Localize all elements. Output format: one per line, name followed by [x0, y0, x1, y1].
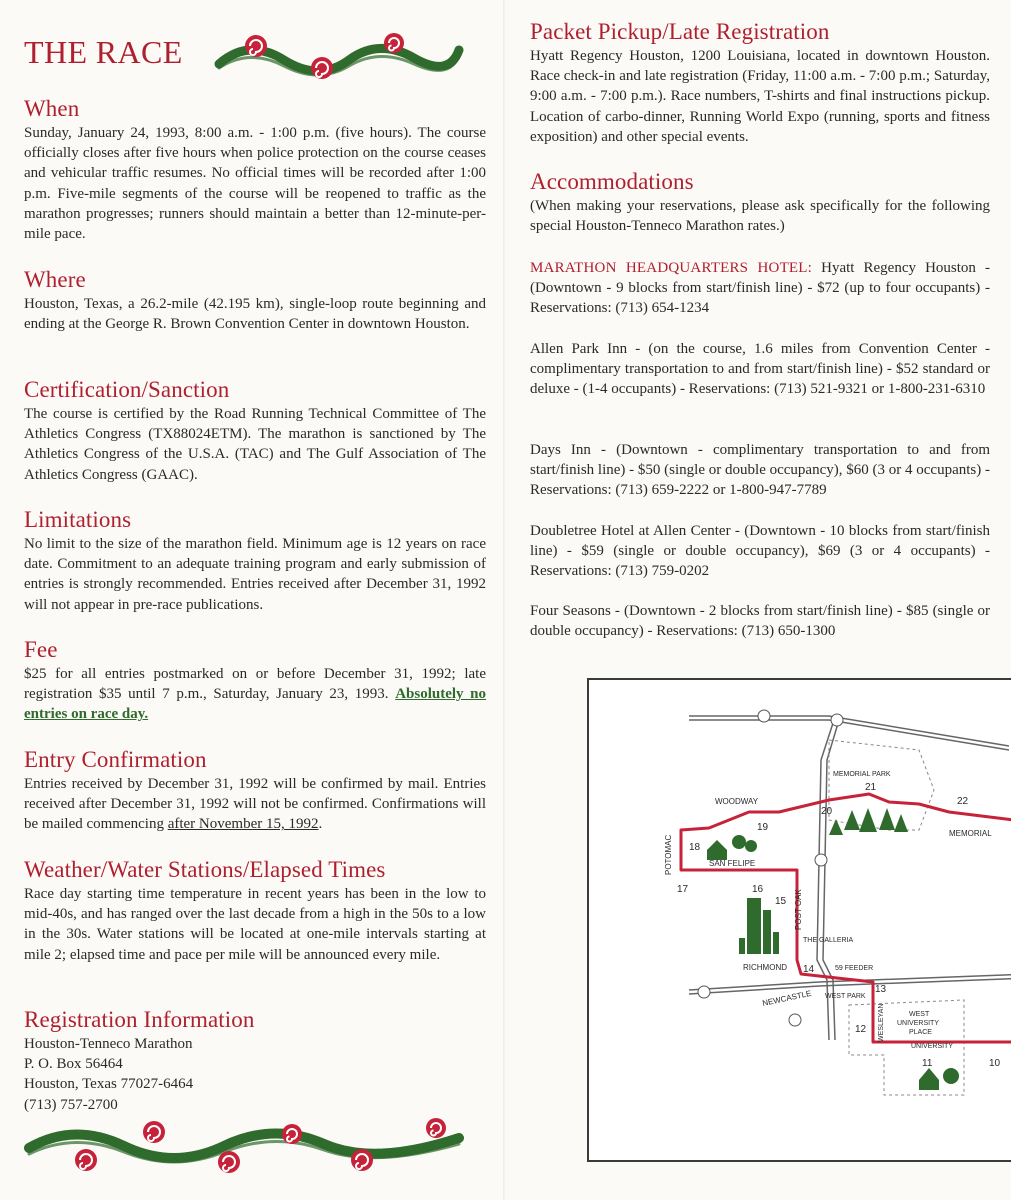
- accommodations-intro: (When making your reservations, please ask specifically for the following special Houston-Tenneco Marathon rates.): [530, 198, 990, 235]
- west-u-line-2: UNIVERSITY: [897, 1020, 940, 1027]
- hotel-text: Four Seasons - (Downtown - 2 blocks from start/finish line) - $85 (single or double occupancy) - Reservations: (713) 650-1300: [530, 603, 990, 640]
- street-wesleyan: WESLEYAN: [878, 1003, 885, 1042]
- mile-marker-21: 21: [865, 782, 877, 793]
- section-weather: [24, 856, 486, 965]
- when-heading: When: [24, 96, 80, 121]
- galleria-label: THE GALLERIA: [803, 937, 854, 944]
- section-where: [24, 266, 486, 334]
- certification-text: The course is certified by the Road Running Technical Committee of The Athletics Congress (TX88024ETM). The marathon is sanctioned by The Athletics Congress of the U.S.A. (TAC) and The Gulf Association of The Athletics Congress (GAAC).: [24, 406, 486, 483]
- street-university: UNIVERSITY: [911, 1043, 954, 1050]
- weather-text: Race day starting time temperature in recent years has been in the low to mid-40s, and has ranged over the last decade from a high in the 50s to a low in the 30s. Water stations will be located at one-mile intervals starting at mile 2; elapsed time and pace per mile will be announced every mile.: [24, 886, 486, 963]
- hotel-text: Days Inn - (Downtown - complimentary transportation to and from start/finish line) - $50 (single or double occupancy), $60 (3 or 4 occupants) - Reservations: (713) 659-2222 or 1-800-947-7789: [530, 442, 990, 499]
- street-newcastle: NEWCASTLE: [761, 988, 813, 1008]
- page-title: THE RACE: [24, 34, 183, 70]
- street-post-oak: POST OAK: [794, 889, 803, 930]
- weather-heading: Weather/Water Stations/Elapsed Times: [24, 857, 386, 882]
- house-icon: [707, 835, 757, 860]
- mile-marker-18: 18: [689, 842, 701, 853]
- where-text: Houston, Texas, a 26.2-mile (42.195 km), single-loop route beginning and ending at the George R. Brown Convention Center in downtown Houston.: [24, 296, 486, 333]
- street-memorial: MEMORIAL: [949, 829, 992, 838]
- park-memorial: MEMORIAL PARK: [833, 771, 891, 778]
- mile-marker-20: 20: [821, 806, 833, 817]
- street-san-felipe: SAN FELIPE: [709, 859, 756, 868]
- mile-marker-22: 22: [957, 796, 969, 807]
- entry-confirmation-date: after November 15, 1992: [167, 816, 319, 833]
- mile-marker-10: 10: [989, 1058, 1001, 1069]
- swirl-decoration-top: [214, 20, 464, 86]
- shield-icon: [815, 854, 827, 866]
- house-icon: [919, 1068, 959, 1090]
- limitations-heading: Limitations: [24, 507, 132, 532]
- entry-confirmation-body: Entries received by December 31, 1992 will be confirmed by mail. Entries received after December 31, 1992 will not be confirmed. Confirmations will be mailed commencing: [24, 776, 486, 833]
- street-potomac: POTOMAC: [664, 834, 673, 875]
- section-accommodations: [530, 168, 990, 236]
- fee-heading: Fee: [24, 637, 58, 662]
- section-registration: [24, 1006, 486, 1115]
- mile-marker-16: 16: [752, 884, 764, 895]
- highway-i10-edge: [689, 720, 1009, 750]
- hotel-four-seasons: [530, 601, 990, 641]
- highway-59: [689, 974, 1011, 990]
- course-map: [587, 678, 1011, 1162]
- building-icon: [739, 898, 779, 954]
- street-west-park: WEST PARK: [825, 993, 866, 1000]
- hotel-doubletree: [530, 521, 990, 582]
- street-richmond: RICHMOND: [743, 963, 787, 972]
- packet-pickup-text: Hyatt Regency Houston, 1200 Louisiana, located in downtown Houston. Race check-in and late registration (Friday, 11:00 a.m. - 7:00 p.m.; Saturday, 9:00 a.m. - 7:00 p.m.). Race numbers, T-shirts and final instructions pickup. Location of carbo-dinner, Running World Expo (running, sports and fitness exposition) and other special events.: [530, 48, 990, 145]
- hq-details: Hyatt Regency Houston - (Downtown - 9 blocks from start/finish line) - $72 (up to four occupants) - Reservations: (713) 654-1234: [530, 260, 991, 317]
- registration-line-1: Houston-Tenneco Marathon: [24, 1036, 193, 1052]
- fee-emphasis: Absolutely no entries on race day.: [24, 686, 487, 723]
- mile-marker-14: 14: [803, 964, 815, 975]
- course-map-drawing: [589, 680, 1011, 1160]
- mile-marker-17: 17: [677, 884, 689, 895]
- hotel-headquarters: [530, 258, 990, 319]
- highway-610: [817, 720, 834, 1040]
- entry-confirmation-heading: Entry Confirmation: [24, 747, 207, 772]
- section-fee: [24, 636, 486, 725]
- mile-marker-19: 19: [757, 822, 769, 833]
- highway-610-edge: [823, 720, 839, 1040]
- where-heading: Where: [24, 267, 86, 292]
- section-limitations: [24, 506, 486, 615]
- registration-line-2: P. O. Box 56464: [24, 1056, 123, 1073]
- page-fold: [503, 0, 505, 1200]
- mile-marker-15: 15: [775, 896, 787, 907]
- hotel-allen-park-inn: [530, 339, 990, 400]
- hotel-days-inn: [530, 440, 990, 501]
- west-u-line-3: PLACE: [909, 1029, 932, 1036]
- mile-marker-11: 11: [922, 1058, 933, 1069]
- west-u-line-1: WEST: [909, 1011, 930, 1018]
- hotel-text: Allen Park Inn - (on the course, 1.6 miles from Convention Center - complimentary transportation to and from start/finish line) - $52 standard or deluxe - (1-4 occupants) - Reservations: (713) 521-9321 or 1-800-231-6310: [530, 341, 990, 398]
- section-entry-confirmation: [24, 746, 486, 835]
- entry-confirmation-text: [24, 774, 486, 835]
- hotel-text: Doubletree Hotel at Allen Center - (Downtown - 10 blocks from start/finish line) - $59 (single or double occupancy), $69 (3 or 4 occupants) - Reservations: (713) 759-0202: [530, 523, 990, 580]
- street-59-feeder: 59 FEEDER: [835, 965, 874, 972]
- shield-icon: [758, 710, 770, 722]
- registration-line-3: Houston, Texas 77027-6464: [24, 1076, 194, 1093]
- entry-confirmation-end: .: [318, 816, 323, 833]
- section-certification: [24, 376, 486, 485]
- shield-icon: [698, 986, 710, 998]
- limitations-text: No limit to the size of the marathon field. Minimum age is 12 years on race date. Commitment to an adequate training program and early submission of entries is strongly recommended. Entries received after December 31, 1992 will not appear in pre-race publications.: [24, 536, 486, 613]
- registration-heading: Registration Information: [24, 1007, 255, 1032]
- hotel-headquarters-text: [530, 258, 990, 319]
- street-woodway: WOODWAY: [715, 797, 759, 806]
- shield-icon: [831, 714, 843, 726]
- when-text: Sunday, January 24, 1993, 8:00 a.m. - 1:00 p.m. (five hours). The course officially closes after five hours when police protection on the course ceases and vehicular traffic resumes. No official times will be recorded after 1:00 p.m. Five-mile segments of the course will be reopened to traffic as the marathon progresses; runners should maintain a better than 12-minute-per-mile pace.: [24, 125, 486, 243]
- shield-icon: [789, 1014, 801, 1026]
- section-packet-pickup: [530, 18, 990, 147]
- mile-marker-13: 13: [875, 984, 887, 995]
- hq-label: MARATHON HEADQUARTERS HOTEL:: [530, 260, 813, 276]
- fee-body: $25 for all entries postmarked on or before December 31, 1992; late registration $35 until 7 p.m., Saturday, January 23, 1993.: [24, 666, 486, 703]
- section-when: [24, 95, 486, 244]
- accommodations-heading: Accommodations: [530, 169, 694, 194]
- certification-heading: Certification/Sanction: [24, 377, 230, 402]
- swirl-decoration-bottom: [24, 1110, 464, 1180]
- memorial-park-outline: [829, 740, 934, 830]
- fee-text: [24, 664, 486, 725]
- registration-line-4: (713) 757-2700: [24, 1096, 118, 1113]
- mile-marker-12: 12: [855, 1024, 867, 1035]
- packet-pickup-heading: Packet Pickup/Late Registration: [530, 19, 830, 44]
